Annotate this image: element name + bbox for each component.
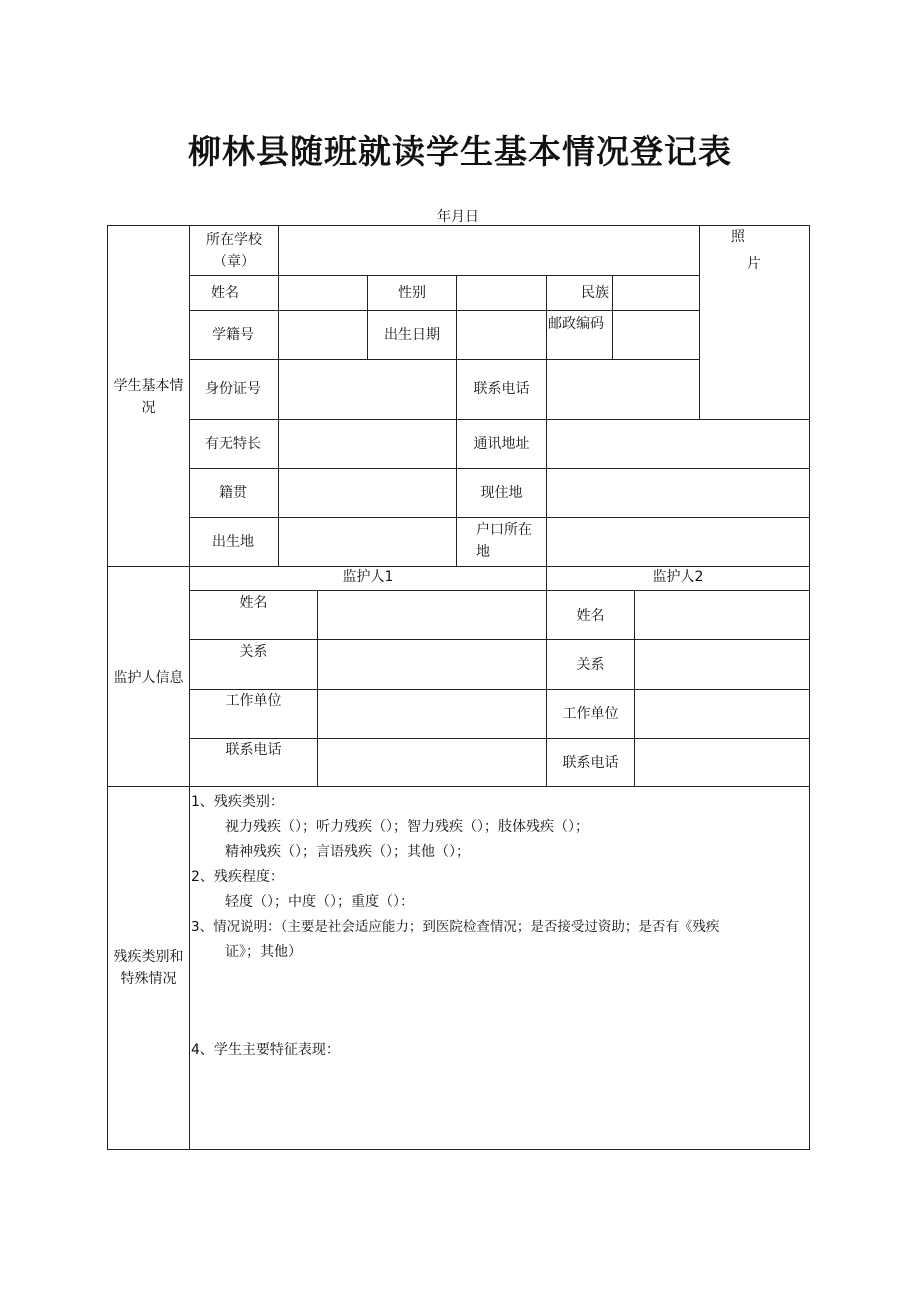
disability-type-options-1: 视力残疾（）；听力残疾（）；智力残疾（）；肢体残疾（）； <box>225 819 589 835</box>
gender-label: 性别 <box>398 285 426 301</box>
form-line <box>456 275 457 359</box>
hukou-label: 户口所在地 <box>476 522 532 560</box>
guardian2-header: 监护人2 <box>652 569 704 585</box>
form-line <box>278 225 279 566</box>
phone-label: 联系电话 <box>473 381 530 397</box>
photo-label: 片 <box>747 256 761 272</box>
disability-section-label: 残疾类别和特殊情况 <box>113 949 184 987</box>
native-place-label: 籍贯 <box>219 485 247 501</box>
id-no-label: 身份证号 <box>205 381 261 397</box>
disability-degree-heading: 2、残疾程度： <box>191 869 284 885</box>
g2-workplace-label: 工作单位 <box>562 706 619 722</box>
form-line <box>189 639 810 640</box>
birth-date-label: 出生日期 <box>384 327 440 343</box>
form-line <box>107 786 810 787</box>
form-line <box>189 359 700 360</box>
name-label: 姓名 <box>211 285 239 301</box>
form-line <box>809 225 810 1150</box>
g1-relation-label: 关系 <box>239 644 268 660</box>
residence-label: 现住地 <box>480 485 523 501</box>
g2-name-label: 姓名 <box>576 608 605 624</box>
basic-section-label: 学生基本情况 <box>113 378 184 416</box>
form-line <box>612 275 613 359</box>
disability-type-options-2: 精神残疾（）；言语残疾（）；其他（）； <box>225 844 470 860</box>
form-line <box>189 517 810 518</box>
form-line <box>107 225 810 226</box>
g1-phone-label: 联系电话 <box>225 742 282 758</box>
form-line <box>189 590 810 591</box>
student-no-label: 学籍号 <box>212 327 254 343</box>
form-line <box>189 225 190 1150</box>
main-features-heading: 4、学生主要特征表现： <box>191 1042 340 1058</box>
postcode-label: 邮政编码 <box>548 316 604 332</box>
form-title: 柳林县随班就读学生基本情况登记表 <box>188 132 732 171</box>
school-label: 所在学校（章） <box>206 232 262 270</box>
g1-name-label: 姓名 <box>239 595 268 611</box>
ethnicity-label: 民族 <box>581 285 609 301</box>
photo-label: 照 <box>731 229 745 245</box>
form-line <box>634 590 635 786</box>
talent-label: 有无特长 <box>205 436 261 452</box>
address-label: 通讯地址 <box>473 436 530 452</box>
g2-phone-label: 联系电话 <box>562 755 619 771</box>
birthplace-label: 出生地 <box>212 534 254 550</box>
form-line <box>189 275 700 276</box>
form-line <box>699 225 700 419</box>
g1-workplace-label: 工作单位 <box>225 693 282 709</box>
guardian1-header: 监护人1 <box>342 569 394 585</box>
form-line <box>546 275 547 566</box>
form-line <box>189 419 810 420</box>
form-line <box>107 1149 810 1150</box>
disability-degree-options: 轻度（）；中度（）；重度（）： <box>225 894 414 910</box>
date-label: 年月日 <box>437 209 479 225</box>
form-line <box>317 590 318 786</box>
guardian-section-label: 监护人信息 <box>113 670 184 686</box>
g2-relation-label: 关系 <box>576 657 605 673</box>
disability-type-heading: 1、残疾类别： <box>191 794 284 810</box>
form-line <box>189 310 700 311</box>
situation-description-cont: 证》；其他） <box>225 944 302 960</box>
form-line <box>189 468 810 469</box>
situation-description: 3、情况说明：（主要是社会适应能力；到医院检查情况；是否接受过资助；是否有《残疾 <box>191 919 720 935</box>
